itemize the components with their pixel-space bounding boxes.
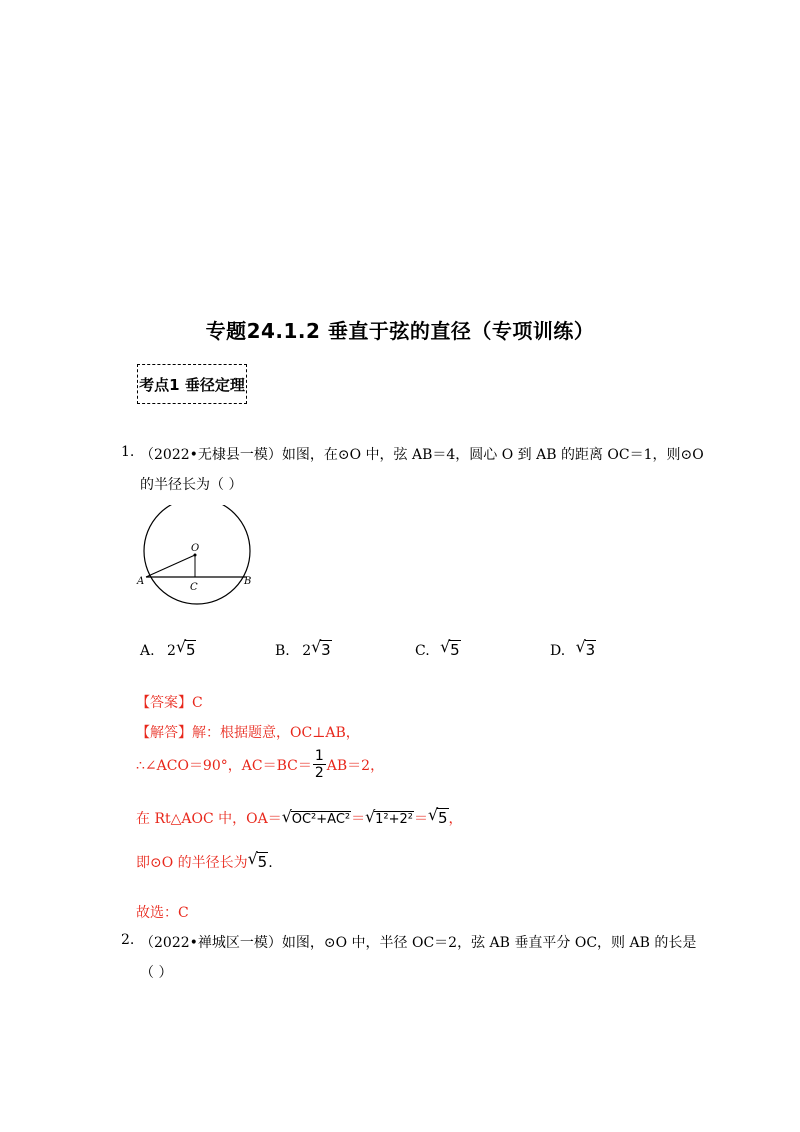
sqrt-icon: √ 3 [311, 637, 331, 659]
question-2-stem-line2: （ ） [140, 965, 173, 981]
label-a: A [137, 576, 145, 587]
conclusion-line: 故选：C [136, 905, 189, 921]
sqrt-icon: √ 5 [175, 637, 196, 659]
option-a[interactable]: A. 2 √ 5 [140, 637, 196, 659]
question-1-stem-line2: 的半径长为（ ） [140, 477, 243, 493]
analysis-line-3: 在 Rt△AOC 中，OA＝ √ OC²+AC²＝ √ 1²+2²＝ √ 5， [136, 805, 463, 827]
segment-oa [146, 555, 195, 577]
page-title: 专题24.1.2 垂直于弦的直径（专项训练） [205, 319, 595, 343]
option-c[interactable]: C. √ 5 [415, 637, 460, 659]
question-2-number: 2. [121, 932, 135, 948]
question-1-stem-line1: （2022•无棣县一模）如图，在⊙O 中，弦 AB＝4，圆心 O 到 AB 的距离 OC＝1，则⊙O [140, 447, 704, 463]
sqrt-icon: √ 3 [575, 637, 596, 659]
question-1-number: 1. [121, 444, 135, 460]
sqrt-icon: √ 5 [247, 849, 268, 871]
question-2-stem-line1: （2022•禅城区一模）如图，⊙O 中，半径 OC＝2，弦 AB 垂直平分 OC，则 AB 的长是 [140, 935, 697, 951]
sqrt-icon: √ OC²+AC² [281, 807, 351, 827]
option-b[interactable]: B. 2 √ 3 [275, 637, 331, 659]
analysis-line-4: 即⊙O 的半径长为 √ 5. [136, 849, 273, 871]
section-label: 考点1 垂径定理 [139, 375, 245, 394]
section-label-box [137, 364, 247, 404]
fraction-half: $\frac{1}{2}$ [314, 748, 324, 781]
answer-line: 【答案】C [136, 695, 203, 711]
label-o: O [191, 543, 200, 554]
label-c: C [190, 582, 198, 593]
sqrt-icon: √ 1²+2² [365, 807, 413, 827]
circle-figure [135, 505, 265, 605]
option-d[interactable]: D. √ 3 [550, 637, 596, 659]
analysis-line-1: 【解答】解：根据题意，OC⊥AB， [136, 725, 360, 741]
sqrt-icon: √ 5 [427, 805, 448, 827]
label-b: B [244, 576, 252, 587]
analysis-line-2: ∴∠ACO＝90°，AC＝BC＝ $\frac{1}{2}$ AB＝2， [136, 748, 385, 781]
sqrt-icon: √ 5 [440, 637, 460, 659]
